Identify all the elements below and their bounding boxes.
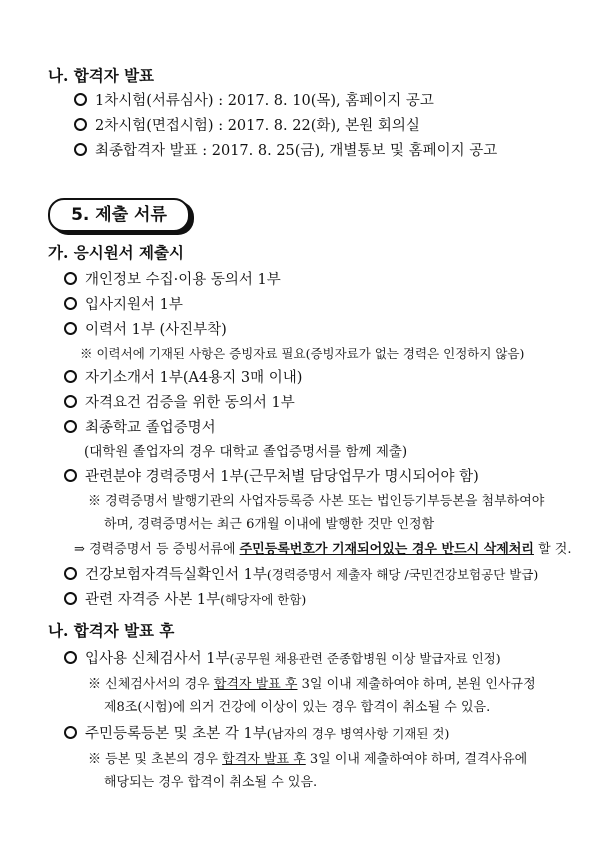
heading-announcement: 나. 합격자 발표 (48, 66, 155, 85)
note: ※ 이력서에 기재된 사항은 증빙자료 필요(증빙자료가 없는 경력은 인정하지 않음) (80, 346, 525, 361)
list-item (64, 649, 501, 669)
warning-text: ⇒ 경력증명서 등 증빙서류에 (74, 542, 240, 557)
item-text: 입사용 신체검사서 1부 (85, 651, 230, 667)
section-title: 5. 제출 서류 (48, 198, 190, 232)
list-item (64, 565, 538, 585)
list-item: 자격요건 검증을 위한 동의서 1부 (64, 393, 295, 413)
list-item: 1차시험(서류심사) : 2017. 8. 10(목), 홈페이지 공고 (74, 91, 434, 111)
item-detail: (경력증명서 제출자 해당 /국민건강보험공단 발급) (266, 567, 539, 582)
heading-application: 가. 응시원서 제출시 (48, 243, 184, 262)
note-emphasis: 합격자 발표 후 (213, 677, 298, 692)
note: 하며, 경력증명서는 최근 6개월 이내에 발행한 것만 인정함 (104, 517, 435, 532)
list-item: 이력서 1부 (사진부착) (64, 320, 227, 340)
item-detail: (해당자에 한함) (220, 592, 307, 607)
list-item: 입사지원서 1부 (64, 295, 183, 315)
warning-text-end: 할 것. (533, 542, 572, 557)
item-detail: (남자의 경우 병역사항 기재된 것) (266, 726, 450, 741)
item-text: 주민등록등본 및 초본 각 1부 (85, 726, 267, 742)
list-item: 자기소개서 1부(A4용지 3매 이내) (64, 368, 302, 388)
item-text: 건강보험자격득실확인서 1부 (85, 567, 267, 583)
warning-emphasis: 주민등록번호가 기재되어있는 경우 반드시 삭제처리 (239, 542, 534, 557)
list-item: 최종학교 졸업증명서 (64, 418, 216, 438)
warning-line (74, 540, 571, 560)
note (88, 675, 536, 695)
note-text: ※ 신체검사서의 경우 (88, 677, 214, 692)
list-item: 2차시험(면접시험) : 2017. 8. 22(화), 본원 회의실 (74, 116, 420, 136)
heading-after-announcement: 나. 합격자 발표 후 (48, 621, 175, 640)
item-detail: (공무원 채용관련 준종합병원 이상 발급자료 인정) (229, 651, 501, 666)
list-item (64, 590, 306, 610)
list-item: 관련분야 경력증명서 1부(근무처별 담당업무가 명시되어야 함) (64, 467, 479, 487)
list-item: 최종합격자 발표 : 2017. 8. 25(금), 개별통보 및 홈페이지 공고 (74, 141, 497, 161)
item-text: 관련 자격증 사본 1부 (85, 592, 221, 608)
note-emphasis: 합격자 발표 후 (222, 752, 306, 767)
note-text: 3일 이내 제출하여야 하며, 결격사유에 (305, 752, 528, 767)
note (88, 750, 527, 770)
note: 제8조(시험)에 의거 건강에 이상이 있는 경우 합격이 취소될 수 있음. (104, 700, 491, 715)
note-text: 3일 이내 제출하여야 하며, 본원 인사규정 (297, 677, 536, 692)
list-item: 개인정보 수집·이용 동의서 1부 (64, 270, 281, 290)
note-text: ※ 등본 및 초본의 경우 (88, 752, 223, 767)
note: ※ 경력증명서 발행기관의 사업자등록증 사본 또는 법인등기부등본을 첨부하여야 (88, 494, 545, 509)
note: (대학원 졸업자의 경우 대학교 졸업증명서를 함께 제출) (84, 444, 408, 460)
list-item (64, 724, 449, 744)
note: 해당되는 경우 합격이 취소될 수 있음. (104, 775, 318, 790)
